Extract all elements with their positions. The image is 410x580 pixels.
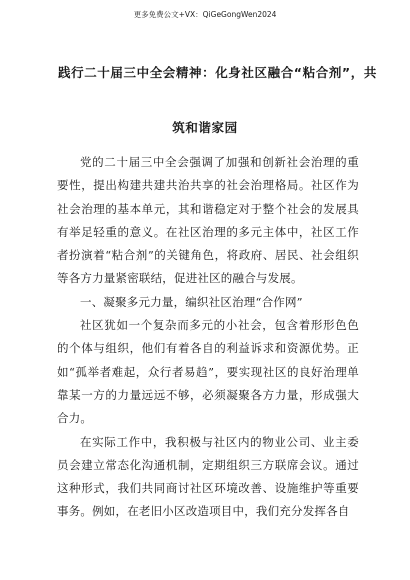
paragraph-body: 在实际工作中，我积极与社区内的物业公司、业主委员会建立常态化沟通机制，定期组织三方联席会议。通过这种形式，我们共同商讨社区环境改善、设施维护等重要事务。例如，在老旧小区改造项目中，我们充分发挥各自 [57,434,359,519]
paragraph-intro: 党的二十届三中全会强调了加强和创新社会治理的重要性，提出构建共建共治共享的社会治理格局。社区作为社会治理的基本单元，其和谐稳定对于整个社会的发展具有举足轻重的意义。在社区治理的多元主体中，社区工作者扮演着“粘合剂”的关键角色，将政府、居民、社会组织等各方力量紧密联结，促进社区的融合与发展。 [57,155,359,286]
document-title-continued: 筑和谐家园 [172,120,238,135]
document-body [57,151,359,524]
watermark-header: 更多免费公文+VX：QiGeGongWen2024 [133,10,277,19]
paragraph-body: 社区犹如一个复杂而多元的小社会，包含着形形色色的个体与组织，他们有着各自的利益诉求和资源优势。正如“孤举者难起，众行者易趋”，要实现社区的良好治理单靠某一方的力量远远不够，必须凝聚各方力量，形成强大合力。 [57,318,359,426]
document-title: 践行二十届三中全会精神：化身社区融合“粘合剂”，共 [58,65,377,80]
section-heading: 一、凝聚多元力量，编织社区治理“合作网” [80,294,303,309]
